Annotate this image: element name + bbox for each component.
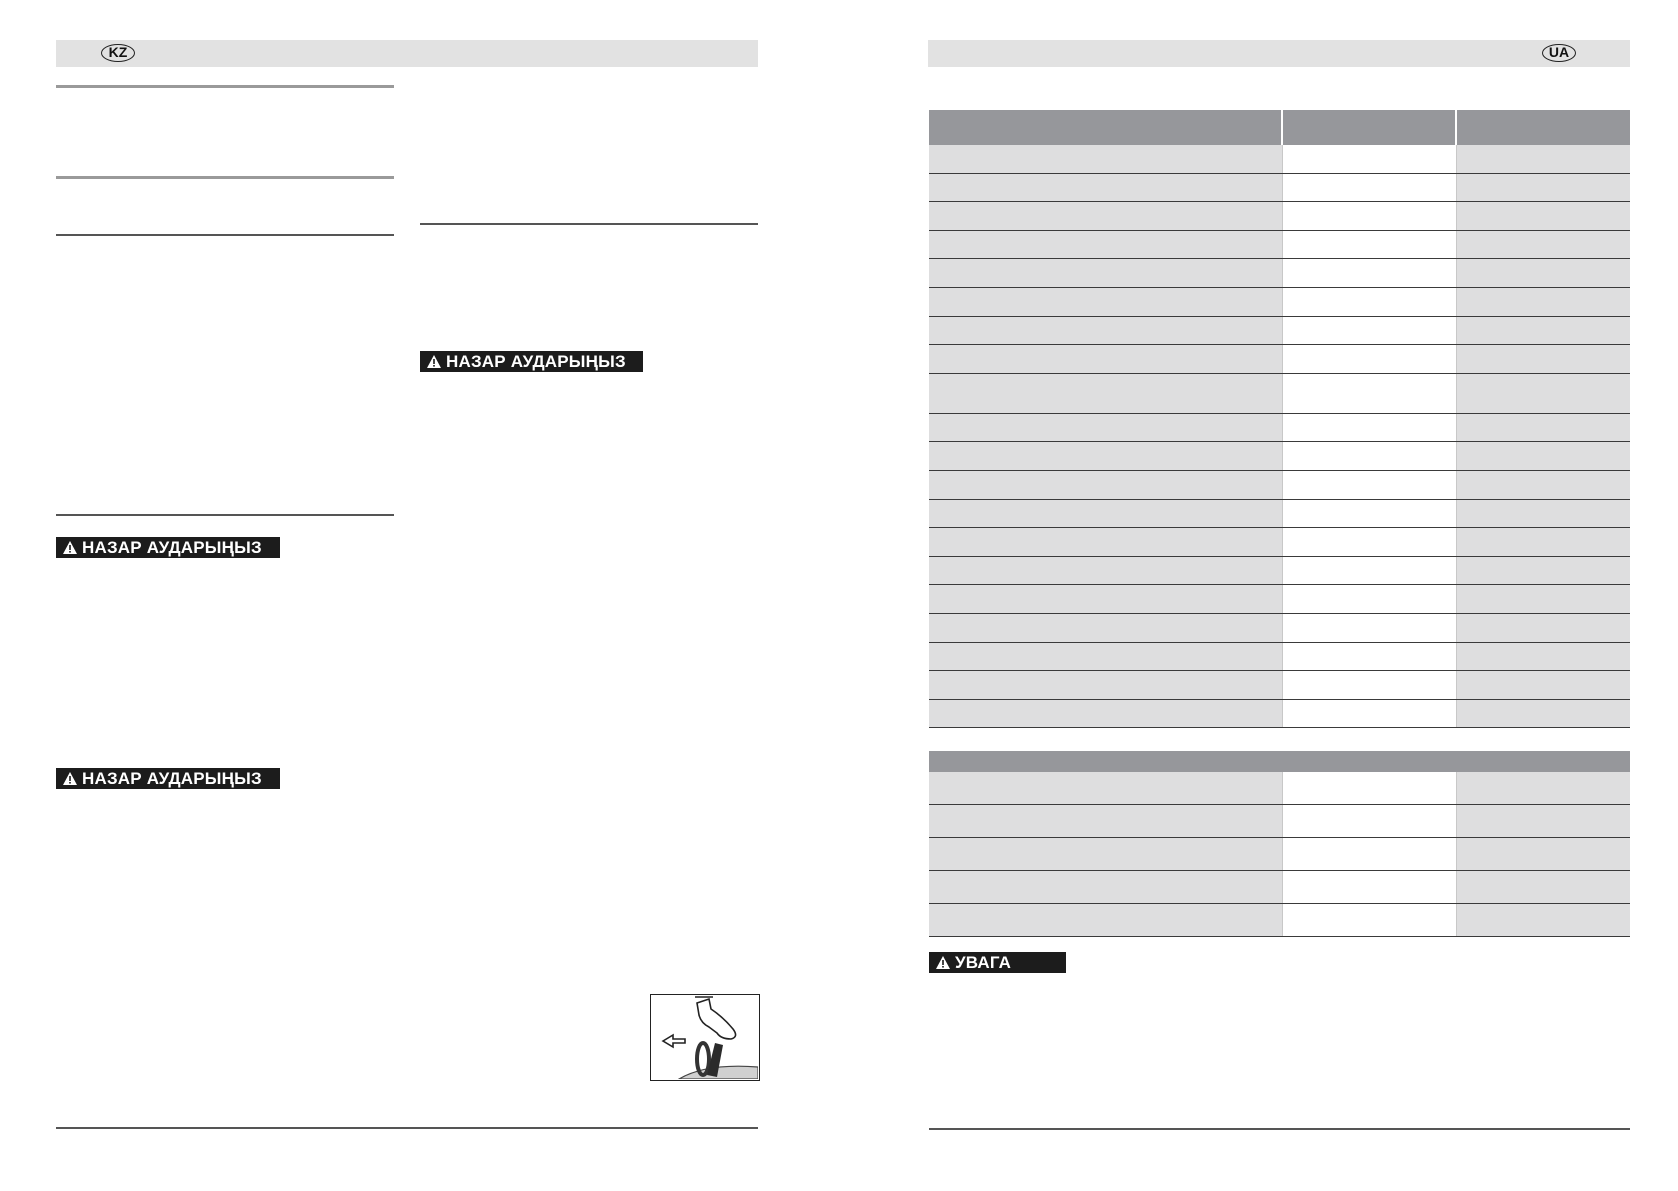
table-cell bbox=[1457, 259, 1630, 287]
table-cell bbox=[929, 557, 1283, 585]
left-footer-rule bbox=[56, 1127, 758, 1129]
table-row bbox=[929, 317, 1630, 346]
table-cell bbox=[1457, 614, 1630, 642]
table-cell bbox=[1457, 174, 1630, 202]
table-cell bbox=[929, 643, 1283, 671]
table-row bbox=[929, 288, 1630, 317]
table-cell bbox=[1457, 414, 1630, 442]
table-cell bbox=[1283, 259, 1457, 287]
table-cell bbox=[1283, 288, 1457, 316]
table-cell bbox=[1283, 414, 1457, 442]
table-cell bbox=[1283, 700, 1457, 728]
table-cell bbox=[1457, 500, 1630, 528]
table-cell bbox=[1457, 145, 1630, 173]
specifications-table bbox=[929, 110, 1630, 728]
table-cell bbox=[1283, 643, 1457, 671]
table-cell bbox=[1457, 871, 1630, 903]
table-row bbox=[929, 442, 1630, 471]
table-cell bbox=[1457, 772, 1630, 804]
table-cell bbox=[1283, 904, 1457, 936]
table-row bbox=[929, 614, 1630, 643]
warning-label: НАЗАР АУДАРЫҢЫЗ bbox=[420, 351, 643, 372]
table-row bbox=[929, 345, 1630, 374]
kz-language-badge: KZ bbox=[101, 44, 135, 62]
table-header-cell bbox=[929, 110, 1283, 145]
table-cell bbox=[1457, 643, 1630, 671]
warning-triangle-icon bbox=[62, 771, 78, 786]
table-cell bbox=[1283, 442, 1457, 470]
table-cell bbox=[1457, 374, 1630, 413]
table-cell bbox=[1457, 838, 1630, 870]
table-cell bbox=[929, 585, 1283, 613]
table-row bbox=[929, 871, 1630, 904]
table-cell bbox=[929, 174, 1283, 202]
table-cell bbox=[929, 904, 1283, 936]
table-cell bbox=[929, 202, 1283, 230]
table-cell bbox=[929, 614, 1283, 642]
table-header-cell bbox=[929, 751, 1630, 772]
table-cell bbox=[1457, 288, 1630, 316]
accessories-table bbox=[929, 751, 1630, 937]
table-cell bbox=[1283, 671, 1457, 699]
table-cell bbox=[1283, 174, 1457, 202]
table-cell bbox=[929, 471, 1283, 499]
table-cell bbox=[929, 772, 1283, 804]
table-header-row bbox=[929, 110, 1630, 145]
table-cell bbox=[1457, 557, 1630, 585]
table-row bbox=[929, 374, 1630, 414]
warning-triangle-icon bbox=[426, 354, 442, 369]
table-cell bbox=[1283, 202, 1457, 230]
table-cell bbox=[929, 414, 1283, 442]
table-cell bbox=[1283, 614, 1457, 642]
ua-language-badge: UA bbox=[1542, 44, 1576, 62]
table-cell bbox=[1283, 317, 1457, 345]
table-cell bbox=[1457, 805, 1630, 837]
table-cell bbox=[929, 805, 1283, 837]
table-cell bbox=[929, 145, 1283, 173]
warning-label: НАЗАР АУДАРЫҢЫЗ bbox=[56, 768, 280, 789]
table-cell bbox=[1283, 772, 1457, 804]
table-cell bbox=[1283, 528, 1457, 556]
table-cell bbox=[929, 871, 1283, 903]
table-cell bbox=[929, 671, 1283, 699]
table-cell bbox=[929, 345, 1283, 373]
table-cell bbox=[1283, 871, 1457, 903]
table-cell bbox=[1457, 345, 1630, 373]
table-cell bbox=[1283, 557, 1457, 585]
table-cell bbox=[1457, 202, 1630, 230]
table-row bbox=[929, 414, 1630, 443]
table-cell bbox=[1283, 231, 1457, 259]
warning-triangle-icon bbox=[62, 540, 78, 555]
table-row bbox=[929, 145, 1630, 174]
table-row bbox=[929, 643, 1630, 672]
table-cell bbox=[1457, 585, 1630, 613]
table-cell bbox=[1283, 585, 1457, 613]
table-row bbox=[929, 700, 1630, 729]
table-cell bbox=[1457, 471, 1630, 499]
table-cell bbox=[929, 259, 1283, 287]
table-cell bbox=[1283, 500, 1457, 528]
table-row bbox=[929, 904, 1630, 937]
table-cell bbox=[1457, 231, 1630, 259]
table-row bbox=[929, 259, 1630, 288]
table-cell bbox=[1457, 317, 1630, 345]
warning-label: НАЗАР АУДАРЫҢЫЗ bbox=[56, 537, 280, 558]
table-cell bbox=[1283, 805, 1457, 837]
table-cell bbox=[1457, 904, 1630, 936]
table-cell bbox=[1457, 671, 1630, 699]
left-col1-rule-3 bbox=[56, 234, 394, 236]
table-cell bbox=[929, 838, 1283, 870]
table-cell bbox=[1283, 374, 1457, 413]
table-cell bbox=[1283, 345, 1457, 373]
table-row bbox=[929, 585, 1630, 614]
table-row bbox=[929, 772, 1630, 805]
right-footer-rule bbox=[929, 1128, 1630, 1130]
table-row bbox=[929, 528, 1630, 557]
table-cell bbox=[929, 442, 1283, 470]
table-cell bbox=[929, 528, 1283, 556]
table-row bbox=[929, 671, 1630, 700]
left-col1-rule-2 bbox=[56, 176, 394, 179]
warning-label: УВАГА bbox=[929, 952, 1066, 973]
table-cell bbox=[1283, 145, 1457, 173]
table-cell bbox=[1457, 442, 1630, 470]
left-header-bar bbox=[56, 40, 758, 67]
table-row bbox=[929, 231, 1630, 260]
table-cell bbox=[1457, 528, 1630, 556]
table-row bbox=[929, 202, 1630, 231]
table-row bbox=[929, 805, 1630, 838]
table-row bbox=[929, 500, 1630, 529]
table-row bbox=[929, 174, 1630, 203]
table-header-row bbox=[929, 751, 1630, 772]
table-cell bbox=[929, 700, 1283, 728]
hand-tool-arrow-left-icon bbox=[651, 995, 758, 1079]
table-header-cell bbox=[1457, 110, 1630, 145]
warning-triangle-icon bbox=[935, 955, 951, 970]
table-row bbox=[929, 838, 1630, 871]
table-cell bbox=[929, 288, 1283, 316]
table-cell bbox=[929, 231, 1283, 259]
table-cell bbox=[1283, 471, 1457, 499]
left-col2-rule-1 bbox=[420, 223, 758, 225]
table-cell bbox=[929, 500, 1283, 528]
left-col1-rule-4 bbox=[56, 514, 394, 516]
table-header-cell bbox=[1283, 110, 1457, 145]
table-cell bbox=[929, 374, 1283, 413]
left-col1-rule-1 bbox=[56, 85, 394, 88]
right-header-bar bbox=[928, 40, 1630, 67]
table-row bbox=[929, 471, 1630, 500]
tool-illustration bbox=[650, 994, 760, 1081]
table-row bbox=[929, 557, 1630, 586]
table-cell bbox=[1457, 700, 1630, 728]
table-cell bbox=[1283, 838, 1457, 870]
table-cell bbox=[929, 317, 1283, 345]
